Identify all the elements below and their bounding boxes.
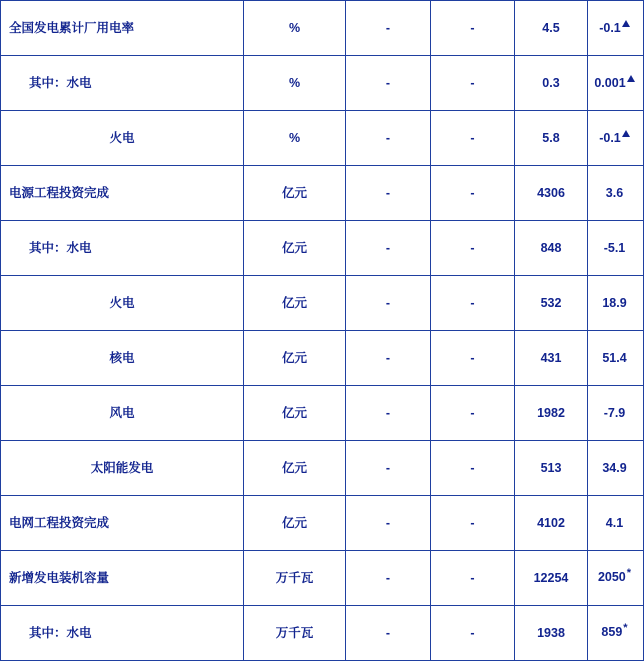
row-col3: -: [346, 441, 431, 496]
row-change-wrap: [602, 296, 628, 311]
row-change-wrap: [594, 76, 636, 91]
row-indicator-name: 新增发电装机容量: [1, 551, 244, 606]
row-change: [588, 441, 644, 496]
table-row: [1, 386, 644, 441]
row-col4: -: [431, 606, 515, 661]
row-unit: %: [244, 1, 346, 56]
row-change-wrap: [602, 461, 628, 476]
row-value: 0.3: [515, 56, 588, 111]
row-col4: -: [431, 221, 515, 276]
row-col4: -: [431, 441, 515, 496]
table-row: [1, 441, 644, 496]
row-change: [588, 56, 644, 111]
row-unit: 亿元: [244, 221, 346, 276]
triangle-up-icon: [622, 20, 630, 27]
row-indicator-name: 火电: [1, 276, 244, 331]
row-change: [588, 221, 644, 276]
row-change-value: 4.1: [605, 515, 624, 530]
row-unit: 亿元: [244, 441, 346, 496]
row-change-value: 0.001: [594, 75, 626, 90]
row-unit: 亿元: [244, 276, 346, 331]
row-col4: -: [431, 166, 515, 221]
table-row: [1, 331, 644, 386]
row-change-value: 34.9: [602, 460, 627, 475]
row-unit: 万千瓦: [244, 551, 346, 606]
row-value: 12254: [515, 551, 588, 606]
asterisk-icon: *: [623, 622, 628, 635]
table-row: [1, 551, 644, 606]
row-indicator-name: 其中：水电: [1, 221, 244, 276]
row-col4: -: [431, 496, 515, 551]
row-change: [588, 166, 644, 221]
row-change-wrap: [604, 241, 628, 256]
row-change-wrap: [601, 622, 629, 640]
row-change-value: 2050: [597, 570, 626, 585]
row-value: 5.8: [515, 111, 588, 166]
row-unit: 万千瓦: [244, 606, 346, 661]
row-change-wrap: [599, 131, 632, 146]
row-change-value: 18.9: [602, 295, 627, 310]
row-change-wrap: [606, 516, 625, 531]
row-indicator-name: 其中：水电: [1, 606, 244, 661]
row-unit: %: [244, 56, 346, 111]
row-col4: -: [431, 276, 515, 331]
row-col3: -: [346, 331, 431, 386]
row-indicator-name: 电源工程投资完成: [1, 166, 244, 221]
row-change: [588, 386, 644, 441]
row-col3: -: [346, 56, 431, 111]
row-value: 532: [515, 276, 588, 331]
row-col4: -: [431, 111, 515, 166]
row-unit: 亿元: [244, 496, 346, 551]
row-change: [588, 1, 644, 56]
row-change-value: 859: [601, 625, 623, 640]
row-col3: -: [346, 496, 431, 551]
row-indicator-name: 其中：水电: [1, 56, 244, 111]
row-col3: -: [346, 276, 431, 331]
row-change: [588, 331, 644, 386]
row-indicator-name: 风电: [1, 386, 244, 441]
table-row: [1, 56, 644, 111]
row-unit: 亿元: [244, 166, 346, 221]
row-col4: -: [431, 331, 515, 386]
row-change-wrap: [599, 21, 632, 36]
table-row: [1, 221, 644, 276]
row-change-value: -5.1: [603, 240, 626, 255]
row-indicator-name: 火电: [1, 111, 244, 166]
table-row: [1, 276, 644, 331]
table-body: [1, 1, 644, 661]
row-change-wrap: [604, 406, 628, 421]
row-col3: -: [346, 386, 431, 441]
row-value: 431: [515, 331, 588, 386]
row-indicator-name: 全国发电累计厂用电率: [1, 1, 244, 56]
row-col3: -: [346, 221, 431, 276]
row-indicator-name: 电网工程投资完成: [1, 496, 244, 551]
row-change-wrap: [597, 567, 633, 585]
row-change-value: -0.1: [599, 130, 621, 145]
row-change: [588, 551, 644, 606]
table-row: [1, 496, 644, 551]
row-change-value: 51.4: [602, 350, 627, 365]
row-col3: -: [346, 111, 431, 166]
row-col4: -: [431, 386, 515, 441]
row-change: [588, 111, 644, 166]
table-row: [1, 606, 644, 661]
row-value: 513: [515, 441, 588, 496]
row-col4: -: [431, 1, 515, 56]
table-row: [1, 1, 644, 56]
row-change-value: -7.9: [603, 405, 626, 420]
table-row: [1, 166, 644, 221]
row-change-value: -0.1: [599, 20, 621, 35]
row-value: 1982: [515, 386, 588, 441]
row-col3: -: [346, 1, 431, 56]
asterisk-icon: *: [626, 567, 632, 580]
row-unit: 亿元: [244, 331, 346, 386]
row-col3: -: [346, 551, 431, 606]
row-value: 1938: [515, 606, 588, 661]
row-col3: -: [346, 166, 431, 221]
row-change: [588, 276, 644, 331]
row-value: 4306: [515, 166, 588, 221]
row-change-wrap: [606, 186, 625, 201]
table-row: [1, 111, 644, 166]
row-col3: -: [346, 606, 431, 661]
row-indicator-name: 太阳能发电: [1, 441, 244, 496]
row-unit: %: [244, 111, 346, 166]
row-value: 848: [515, 221, 588, 276]
triangle-up-icon: [622, 130, 630, 137]
row-change-wrap: [602, 351, 628, 366]
row-col4: -: [431, 56, 515, 111]
row-value: 4.5: [515, 1, 588, 56]
row-value: 4102: [515, 496, 588, 551]
row-col4: -: [431, 551, 515, 606]
row-change-value: 3.6: [605, 185, 624, 200]
row-change: [588, 496, 644, 551]
row-unit: 亿元: [244, 386, 346, 441]
triangle-up-icon: [627, 75, 635, 82]
row-indicator-name: 核电: [1, 331, 244, 386]
row-change: [588, 606, 644, 661]
